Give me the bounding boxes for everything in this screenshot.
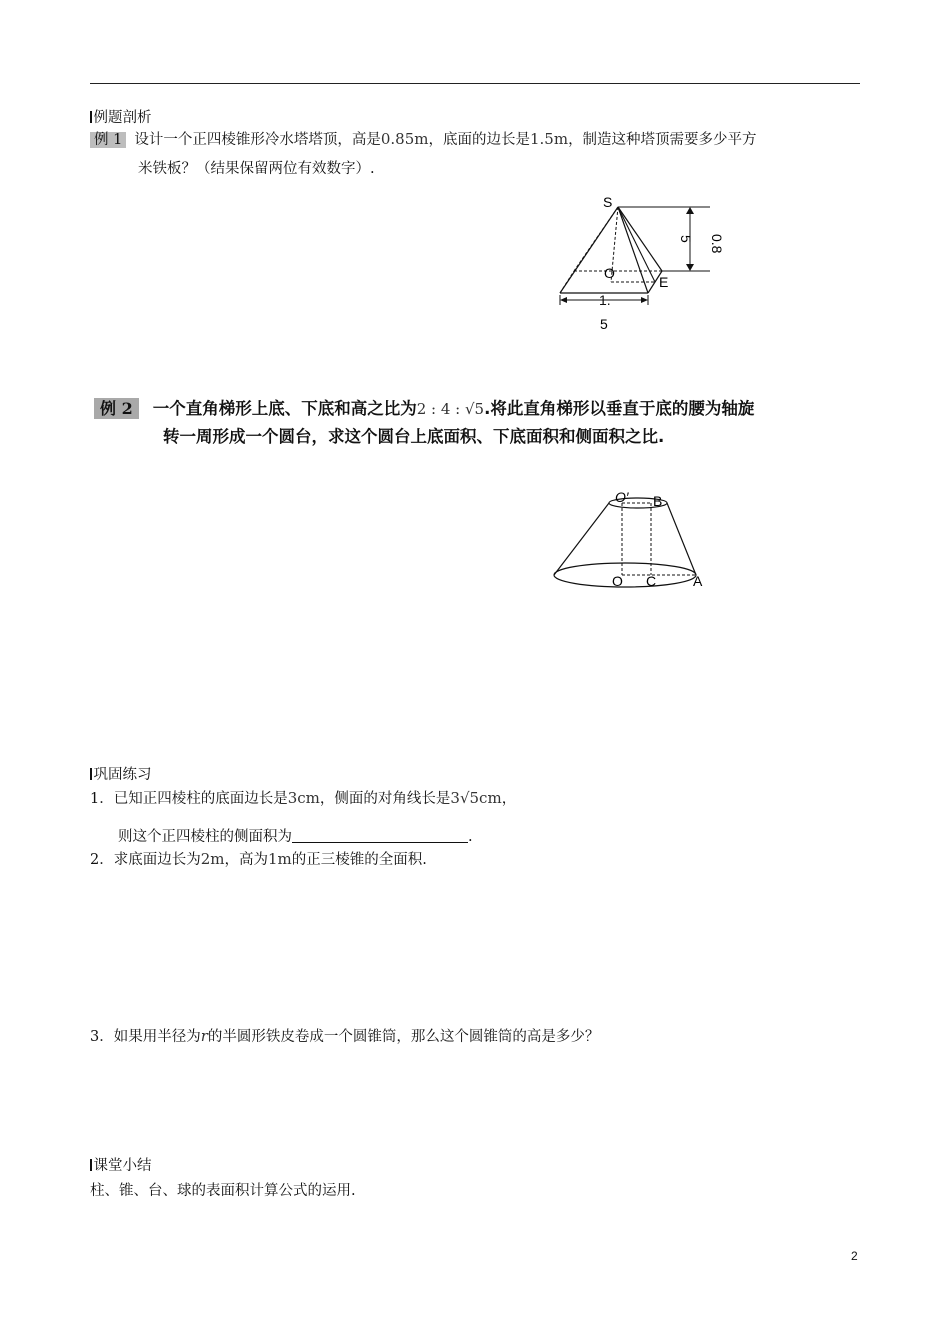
frustum-figure [545, 485, 715, 595]
label-c: C [646, 573, 657, 589]
label-a: A [693, 573, 703, 589]
label-o-bottom: O [612, 573, 623, 589]
ratio-value: 2 : 4 : √5 [416, 400, 485, 418]
question-2: 2．求底面边长为2m，高为1m的正三棱锥的全面积. [90, 850, 427, 868]
label-o: O [604, 265, 615, 281]
section-heading-practice: 巩固练习 [90, 763, 152, 784]
q1-diag-value: 3√5cm [450, 789, 502, 807]
q2-height-value: 1m [268, 850, 292, 868]
example-2-line-1: 例 2 一个直角梯形上底、下底和高之比为2 : 4 : √5.将此直角梯形以垂直于底的腰为轴旋 [94, 395, 754, 419]
label-s: S [603, 194, 613, 210]
page-number: 2 [851, 1249, 858, 1263]
label-o-prime: O′ [615, 489, 629, 505]
height-value: 0.85m [380, 130, 429, 148]
section-heading-examples: 例题剖析 [90, 106, 152, 127]
answer-blank[interactable] [292, 828, 468, 843]
section-marker [90, 768, 92, 780]
header-rule [90, 83, 860, 84]
section-heading-summary: 课堂小结 [90, 1154, 152, 1175]
dim-height-b: 5 [678, 235, 694, 243]
section-marker [90, 111, 92, 123]
example-1-tag: 例 1 [90, 132, 126, 148]
q1-side-value: 3cm [287, 789, 320, 807]
question-3: 3．如果用半径为r的半圆形铁皮卷成一个圆锥筒，那么这个圆锥筒的高是多少？ [90, 1027, 600, 1045]
summary-text: 柱、锥、台、球的表面积计算公式的运用. [90, 1183, 356, 1199]
example-2-tag: 例 2 [94, 398, 139, 419]
dim-base-a: 1. [599, 292, 611, 308]
pyramid-figure [550, 190, 730, 340]
example-1-line-1: 例 1 设计一个正四棱锥形冷水塔塔顶，高是0.85m，底面的边长是1.5m，制造这种塔顶需要多少平方 [90, 128, 757, 149]
example-2-line-2: 转一周形成一个圆台，求这个圆台上底面积、下底面积和侧面积之比. [163, 427, 665, 446]
label-b: B [653, 493, 663, 509]
q3-radius-value: r [200, 1027, 208, 1045]
side-value: 1.5m [529, 130, 569, 148]
example-1-line-2: 米铁板？（结果保留两位有效数字）. [138, 161, 375, 177]
question-1-line-2: 则这个正四棱柱的侧面积为 . [118, 829, 473, 845]
section-marker [90, 1159, 92, 1171]
dim-base-b: 5 [600, 316, 608, 332]
question-1-line-1: 1．已知正四棱柱的底面边长是3cm，侧面的对角线长是3√5cm， [90, 789, 517, 807]
q2-side-value: 2m [200, 850, 225, 868]
dim-height-a: 0.8 [709, 234, 725, 254]
label-e: E [659, 274, 669, 290]
